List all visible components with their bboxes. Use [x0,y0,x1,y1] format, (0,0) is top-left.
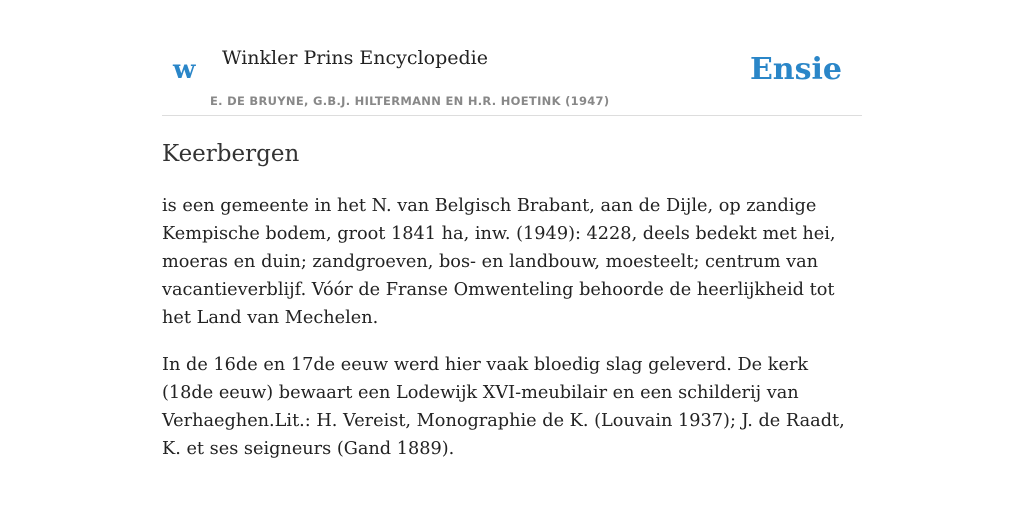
entry-title: Keerbergen [162,141,300,167]
entry-paragraph: In de 16de en 17de eeuw werd hier vaak bloedig slag geleverd. De kerk (18de eeuw) bewaart een Lodewijk XVI-meubilair en een schilderij van Verhaeghen.Lit.: H. Vereist, Monographie de K. (Louvain 1937); J. de Raadt, K. et ses seigneurs (Gand 1889). [162,355,845,459]
ensie-brand-link[interactable]: Ensie [749,52,842,87]
entry-body [162,192,862,482]
source-logo-icon: w [173,55,196,85]
source-authors: E. DE BRUYNE, G.B.J. HILTERMANN EN H.R. HOETINK (1947) [210,94,610,108]
header-divider [162,115,862,116]
source-book-title: Winkler Prins Encyclopedie [222,47,488,69]
entry-paragraph: is een gemeente in het N. van Belgisch Brabant, aan de Dijle, op zandige Kempische bodem, groot 1841 ha, inw. (1949): 4228, deels bedekt met hei, moeras en duin; zandgroeven, bos- en landbouw, moesteelt; centrum van vacantieverblijf. Vóór de Franse Omwenteling behoorde de heerlijkheid tot het Land van Mechelen. [162,196,836,328]
